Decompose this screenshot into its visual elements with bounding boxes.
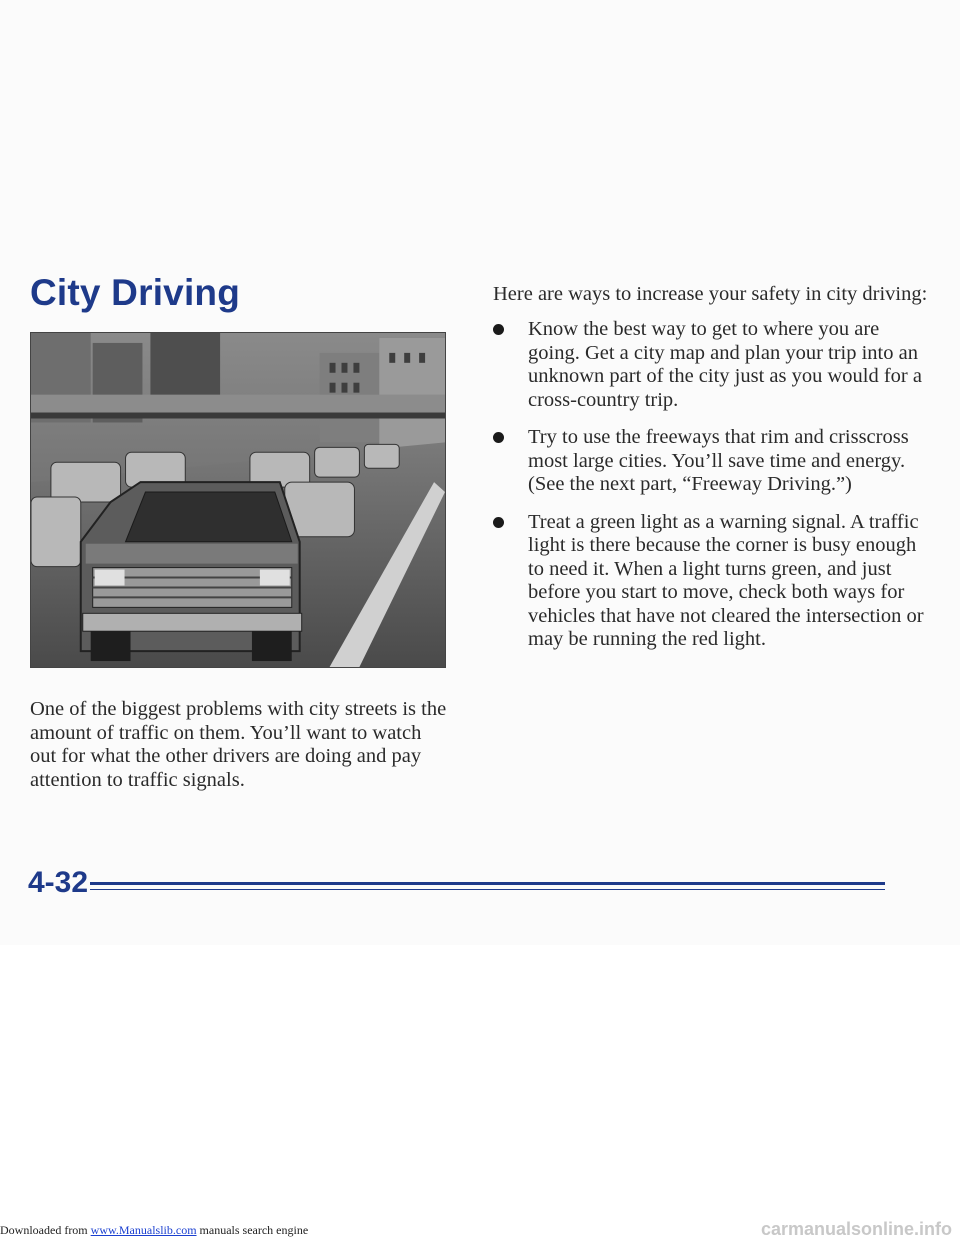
traffic-problem-paragraph: One of the biggest problems with city streets is the amount of traffic on them. You’ll want to watch out for what the other drivers are doing and pay attention to traffic signals. bbox=[30, 698, 447, 791]
list-item-text: Treat a green light as a warning signal. A traffic light is there because the corner is busy enough to need it. When a light turns green, and just before you start to move, check both ways for vehicles that have not cleared the intersection or may be running the red light. bbox=[528, 510, 924, 650]
safety-intro-text: Here are ways to increase your safety in city driving: bbox=[493, 283, 928, 305]
bullet-icon bbox=[493, 324, 504, 335]
bullet-icon bbox=[493, 432, 504, 443]
list-item-text: Know the best way to get to where you are going. Get a city map and plan your trip into an unknown part of the city just as you would for a cross-country trip. bbox=[528, 318, 922, 411]
manualslib-link[interactable]: www.Manualslib.com bbox=[90, 1223, 197, 1237]
footer-prefix: Downloaded from bbox=[0, 1223, 91, 1237]
download-footer bbox=[0, 1223, 308, 1238]
page-divider-thick bbox=[90, 882, 885, 885]
page-number: 4-32 bbox=[28, 866, 89, 899]
page-divider-thin bbox=[90, 889, 885, 890]
city-traffic-photo bbox=[30, 332, 446, 668]
traffic-illustration bbox=[31, 333, 445, 667]
list-item bbox=[493, 318, 933, 412]
bullet-icon bbox=[493, 517, 504, 528]
list-item bbox=[493, 426, 933, 497]
list-item-text: Try to use the freeways that rim and crisscross most large cities. You’ll save time and energy. (See the next part, “Freeway Driving.”) bbox=[528, 426, 909, 495]
list-item bbox=[493, 511, 933, 652]
footer-suffix: manuals search engine bbox=[196, 1223, 309, 1237]
safety-tips-list bbox=[493, 318, 933, 666]
section-heading: City Driving bbox=[30, 272, 241, 313]
site-watermark: carmanualsonline.info bbox=[760, 1219, 952, 1239]
